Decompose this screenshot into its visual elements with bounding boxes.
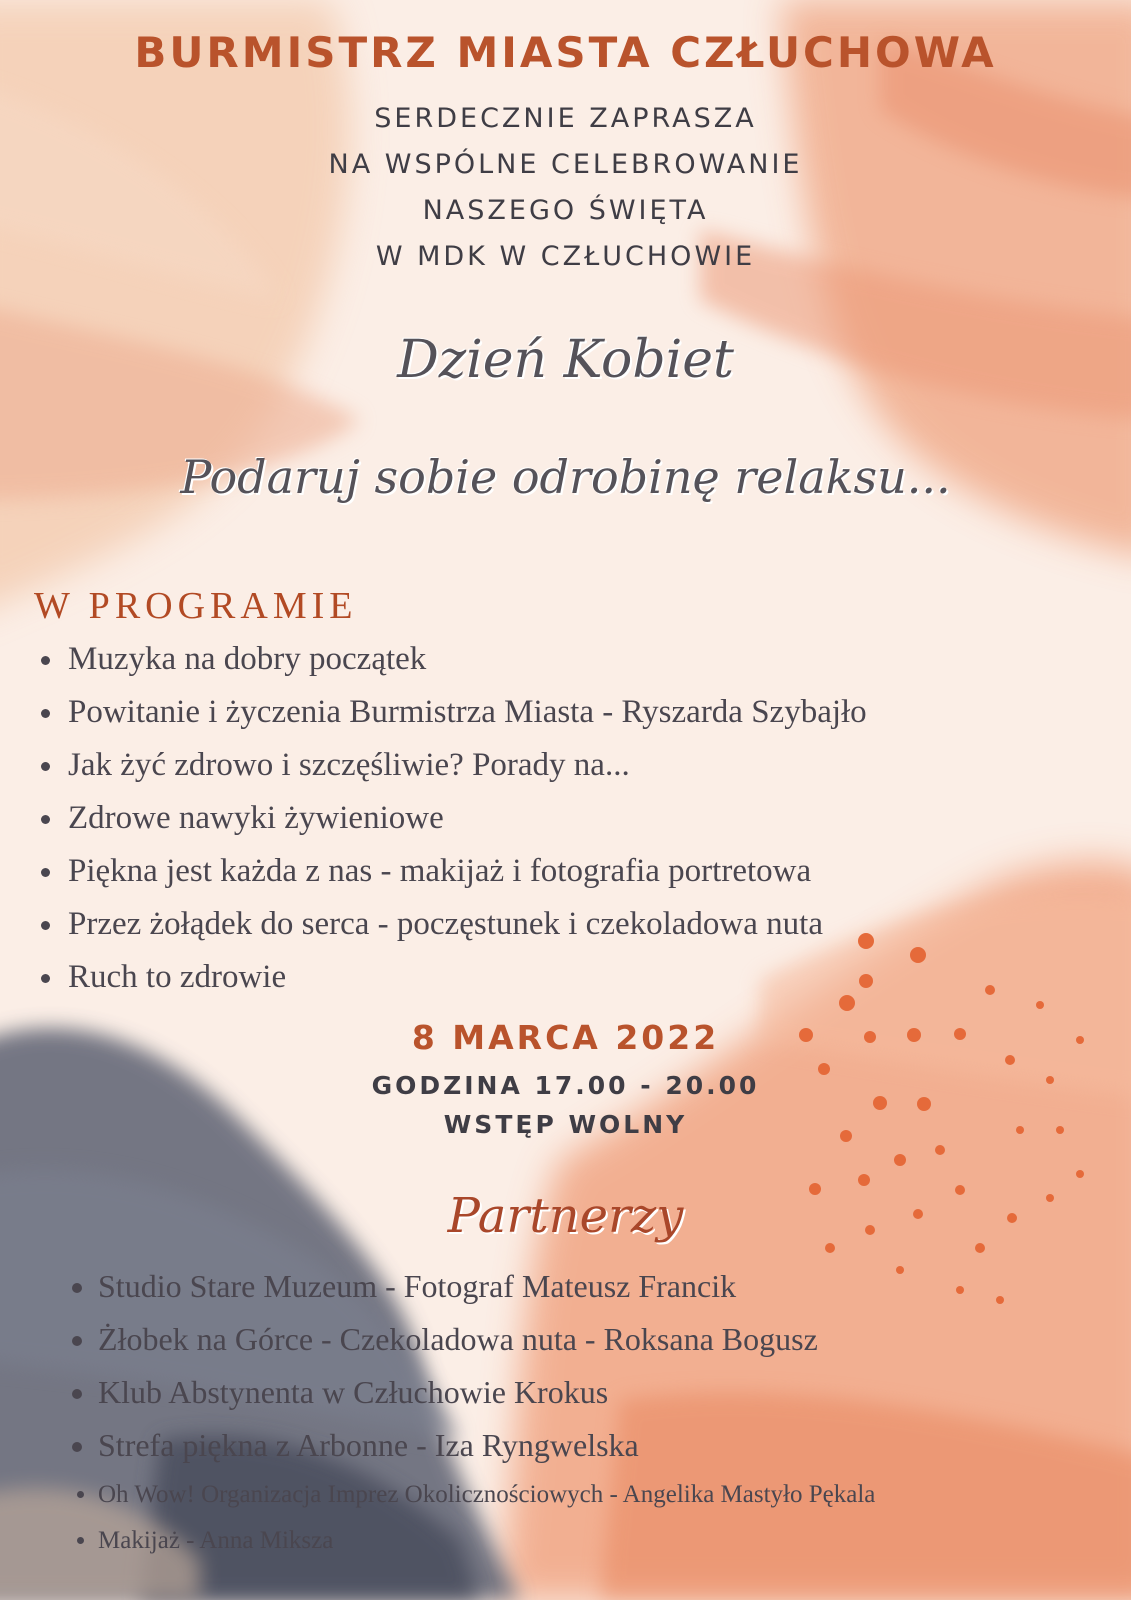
top-left-brush (0, 0, 360, 620)
partners-heading: Partnerzy (447, 1188, 684, 1244)
page-title: BURMISTRZ MIASTA CZŁUCHOWA (134, 28, 997, 77)
partners-list (62, 1260, 875, 1564)
partner-item: • Strefa piękna z Arbonne - Iza Ryngwelska (98, 1419, 875, 1472)
program-item: • Piękna jest każda z nas - makijaż i fotografia portretowa (66, 845, 867, 898)
partner-item: • Studio Stare Muzeum - Fotograf Mateusz Francik (98, 1260, 875, 1313)
program-item: • Ruch to zdrowie (66, 951, 867, 1004)
event-date: 8 MARCA 2022 (411, 1018, 720, 1057)
program-item: • Przez żołądek do serca - poczęstunek i czekoladowa nuta (66, 898, 867, 951)
program-item: • Muzyka na dobry początek (66, 633, 867, 686)
entry-info: WSTĘP WOLNY (443, 1110, 688, 1139)
partner-item: • Żłobek na Górce - Czekoladowa nuta - Roksana Bogusz (98, 1313, 875, 1366)
program-item: • Jak żyć zdrowo i szczęśliwie? Porady na... (66, 739, 867, 792)
program-item: • Powitanie i życzenia Burmistrza Miasta - Ryszarda Szybajło (66, 686, 867, 739)
invitation-line: NA WSPÓLNE CELEBROWANIE (328, 149, 803, 180)
invitation-text (0, 96, 1131, 280)
program-list (30, 633, 867, 1004)
event-hours: GODZINA 17.00 - 20.00 (371, 1071, 760, 1100)
invitation-line: NASZEGO ŚWIĘTA (422, 195, 709, 226)
event-tagline: Podaruj sobie odrobinę relaksu... (180, 450, 951, 504)
event-name: Dzień Kobiet (397, 330, 734, 390)
invitation-line: W MDK W CZŁUCHOWIE (375, 241, 756, 272)
program-heading: W PROGRAMIE (34, 585, 358, 627)
partner-item: • Oh Wow! Organizacja Imprez Okolicznościowych - Angelika Mastyło Pękala (98, 1472, 875, 1518)
partner-item: • Makijaż - Anna Miksza (98, 1518, 875, 1564)
partner-item: • Klub Abstynenta w Człuchowie Krokus (98, 1366, 875, 1419)
program-item: • Zdrowe nawyki żywieniowe (66, 792, 867, 845)
invitation-line: SERDECZNIE ZAPRASZA (374, 103, 757, 134)
